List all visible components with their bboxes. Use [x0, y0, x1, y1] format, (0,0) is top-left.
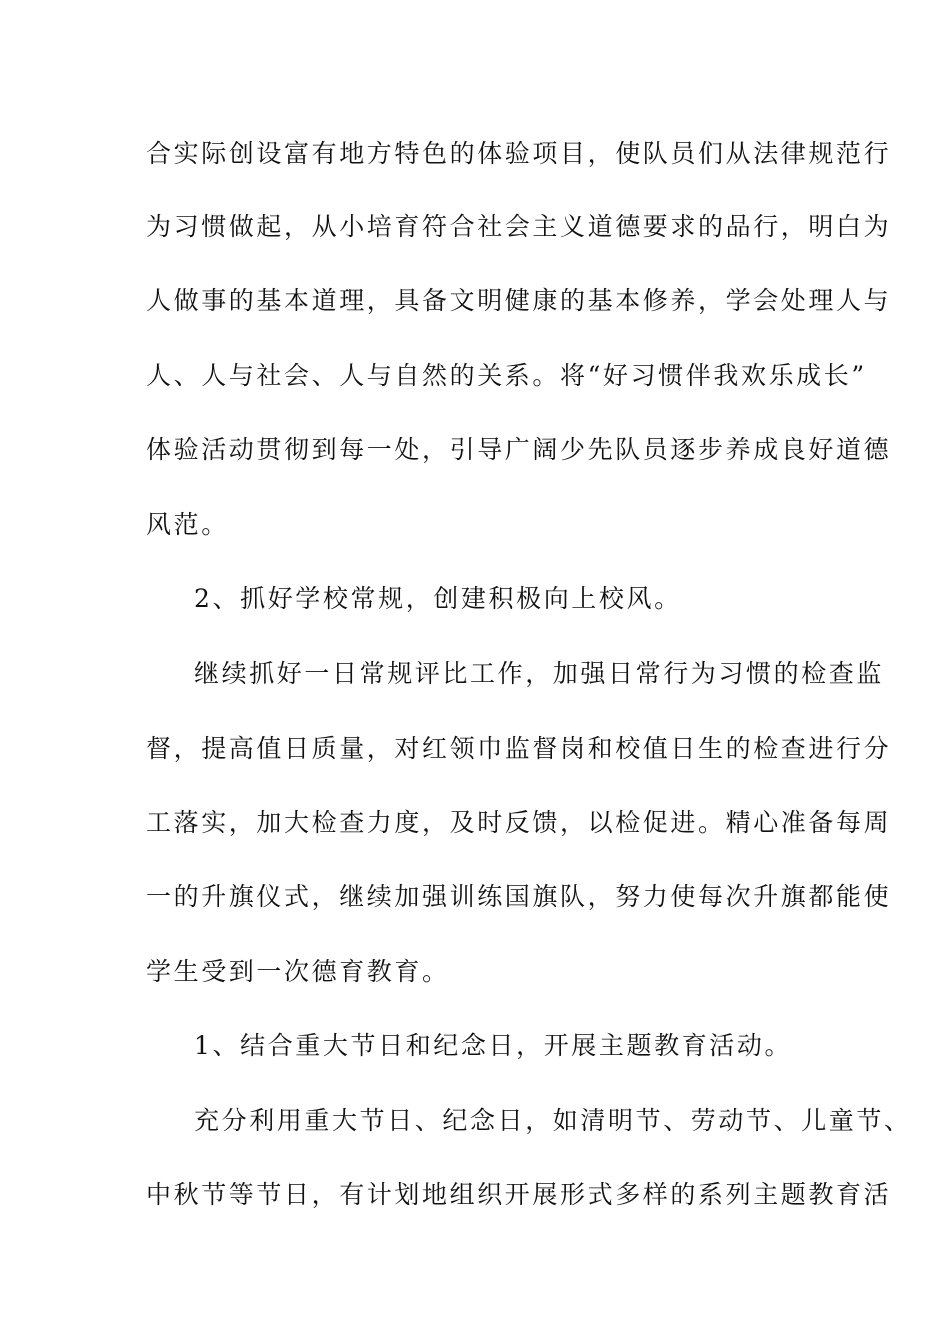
text-line: 工落实，加大检查力度，及时反馈，以检促进。精心准备每周: [146, 808, 892, 837]
text-line: 体验活动贯彻到每一处，引导广阔少先队员逐步养成良好道德: [146, 435, 892, 464]
text-line: 为习惯做起，从小培育符合社会主义道德要求的品行，明白为: [146, 212, 892, 241]
text-line: 充分利用重大节日、纪念日，如清明节、劳动节、儿童节、: [194, 1106, 912, 1135]
text-line: 一的升旗仪式，继续加强训练国旗队，努力使每次升旗都能使: [146, 882, 892, 911]
text-line: 继续抓好一日常规评比工作，加强日常行为习惯的检查监: [194, 659, 885, 688]
text-line: 督，提高值日质量，对红领巾监督岗和校值日生的检查进行分: [146, 734, 892, 763]
section-heading: 1、结合重大节日和纪念日，开展主题教育活动。: [194, 1031, 793, 1060]
text-line: 风范。: [146, 510, 229, 539]
text-line: 学生受到一次德育教育。: [146, 957, 450, 986]
text-line: 人做事的基本道理，具备文明健康的基本修养，学会处理人与: [146, 286, 892, 315]
text-line: 人、人与社会、人与自然的关系。将“好习惯伴我欢乐成长”: [146, 361, 867, 390]
text-line: 合实际创设富有地方特色的体验项目，使队员们从法律规范行: [146, 139, 892, 168]
section-heading: 2、抓好学校常规，创建积极向上校风。: [194, 584, 682, 613]
text-line: 中秋节等节日，有计划地组织开展形式多样的系列主题教育活: [146, 1180, 892, 1209]
